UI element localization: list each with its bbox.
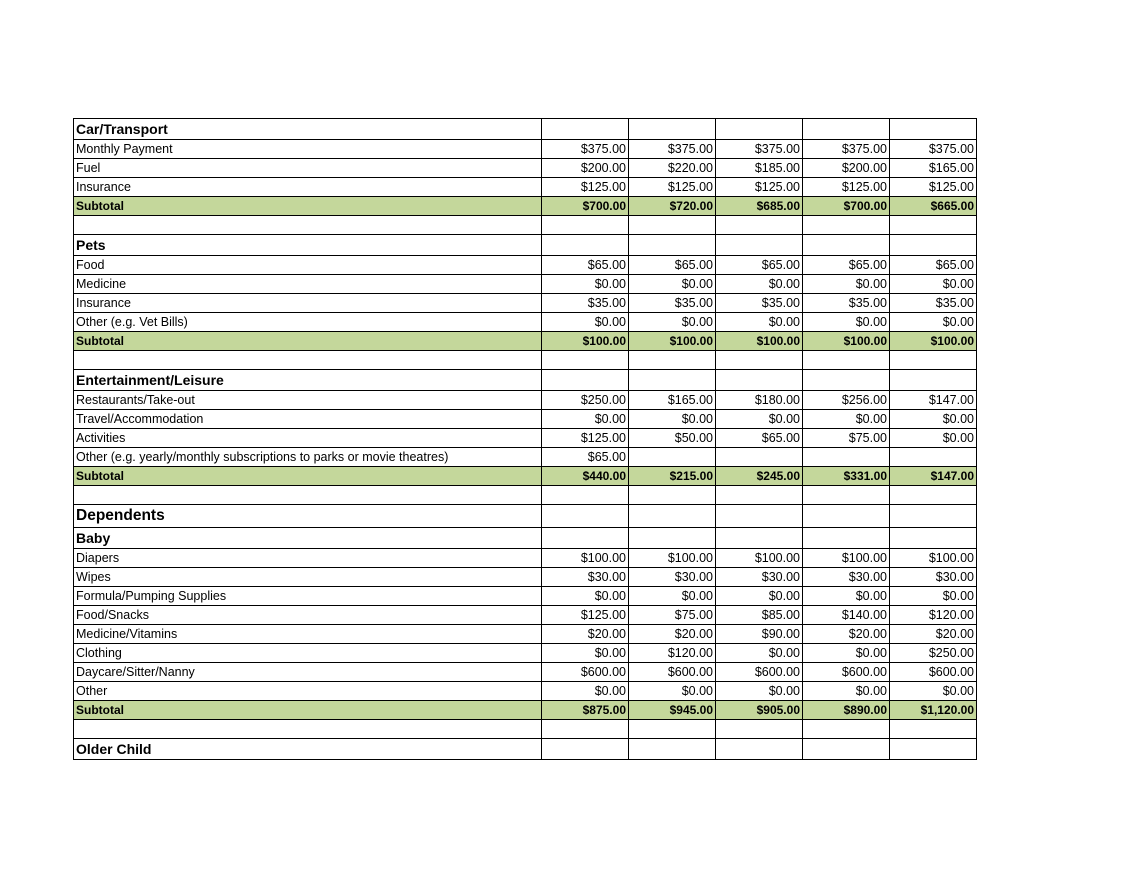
value-cell[interactable]: $0.00 [716,682,803,701]
blank-row [74,351,977,370]
value-cell[interactable]: $0.00 [542,644,629,663]
blank-row [74,720,977,739]
value-cell[interactable]: $30.00 [803,568,890,587]
table-row [74,313,977,332]
subtotal-value-cell[interactable]: $890.00 [803,701,890,720]
value-cell[interactable]: $75.00 [629,606,716,625]
value-cell[interactable]: $200.00 [542,159,629,178]
empty-cell[interactable] [716,370,803,391]
value-cell[interactable]: $125.00 [716,178,803,197]
value-cell[interactable]: $140.00 [803,606,890,625]
table-row [74,178,977,197]
empty-cell[interactable] [803,235,890,256]
value-cell[interactable]: $20.00 [629,625,716,644]
row-label-cell[interactable]: Other (e.g. Vet Bills) [74,313,542,332]
row-label-cell[interactable]: Other [74,682,542,701]
value-cell[interactable]: $125.00 [542,429,629,448]
table-row [74,256,977,275]
table-row [74,140,977,159]
subtotal-row [74,197,977,216]
value-cell[interactable]: $0.00 [716,587,803,606]
value-cell[interactable]: $20.00 [890,625,977,644]
table-row [74,159,977,178]
table-row [74,682,977,701]
table-row [74,410,977,429]
row-label-cell[interactable]: Restaurants/Take-out [74,391,542,410]
section-header [74,119,977,140]
value-cell[interactable]: $0.00 [803,410,890,429]
value-cell[interactable]: $0.00 [890,682,977,701]
value-cell[interactable]: $30.00 [629,568,716,587]
value-cell[interactable]: $0.00 [803,313,890,332]
subtotal-value-cell[interactable]: $1,120.00 [890,701,977,720]
subtotal-value-cell[interactable]: $100.00 [629,332,716,351]
subtotal-label-cell[interactable]: Subtotal [74,701,542,720]
value-cell[interactable]: $35.00 [890,294,977,313]
empty-cell[interactable] [542,235,629,256]
empty-cell[interactable] [542,119,629,140]
section-header-cell[interactable]: Pets [74,235,542,256]
empty-cell[interactable] [890,720,977,739]
value-cell[interactable]: $120.00 [890,606,977,625]
value-cell[interactable]: $100.00 [542,549,629,568]
value-cell[interactable]: $125.00 [629,178,716,197]
subtotal-label-cell[interactable]: Subtotal [74,197,542,216]
empty-cell[interactable] [890,505,977,528]
value-cell[interactable]: $120.00 [629,644,716,663]
empty-cell[interactable] [629,235,716,256]
value-cell[interactable] [716,448,803,467]
baby-header [74,528,977,549]
value-cell[interactable] [803,448,890,467]
subtotal-value-cell[interactable]: $215.00 [629,467,716,486]
value-cell[interactable]: $0.00 [542,682,629,701]
value-cell[interactable]: $0.00 [803,587,890,606]
value-cell[interactable] [890,448,977,467]
empty-cell[interactable] [890,486,977,505]
row-label-cell[interactable]: Insurance [74,294,542,313]
row-label-cell[interactable]: Activities [74,429,542,448]
subtotal-value-cell[interactable]: $700.00 [803,197,890,216]
empty-cell[interactable] [716,739,803,760]
row-label-cell[interactable]: Monthly Payment [74,140,542,159]
value-cell[interactable]: $375.00 [542,140,629,159]
value-cell[interactable]: $65.00 [629,256,716,275]
value-cell[interactable]: $125.00 [542,606,629,625]
empty-cell[interactable] [716,216,803,235]
section-header-cell[interactable]: Dependents [74,505,542,528]
row-label-cell[interactable]: Travel/Accommodation [74,410,542,429]
empty-cell[interactable] [629,119,716,140]
value-cell[interactable]: $90.00 [716,625,803,644]
empty-cell[interactable] [74,351,542,370]
value-cell[interactable]: $250.00 [890,644,977,663]
value-cell[interactable]: $65.00 [716,429,803,448]
value-cell[interactable]: $30.00 [716,568,803,587]
value-cell[interactable]: $35.00 [542,294,629,313]
empty-cell[interactable] [542,505,629,528]
table-row [74,294,977,313]
subtotal-value-cell[interactable]: $875.00 [542,701,629,720]
subtotal-row [74,467,977,486]
empty-cell[interactable] [629,370,716,391]
value-cell[interactable]: $125.00 [542,178,629,197]
empty-cell[interactable] [74,720,542,739]
empty-cell[interactable] [629,216,716,235]
value-cell[interactable]: $30.00 [890,568,977,587]
row-label-cell[interactable]: Wipes [74,568,542,587]
subtotal-value-cell[interactable]: $100.00 [716,332,803,351]
empty-cell[interactable] [803,486,890,505]
empty-cell[interactable] [629,739,716,760]
value-cell[interactable]: $85.00 [716,606,803,625]
row-label-cell[interactable]: Insurance [74,178,542,197]
table-row [74,448,977,467]
value-cell[interactable]: $165.00 [890,159,977,178]
value-cell[interactable]: $256.00 [803,391,890,410]
value-cell[interactable]: $0.00 [542,313,629,332]
subtotal-row [74,701,977,720]
value-cell[interactable]: $0.00 [890,429,977,448]
value-cell[interactable]: $35.00 [716,294,803,313]
empty-cell[interactable] [716,486,803,505]
value-cell[interactable]: $50.00 [629,429,716,448]
subtotal-value-cell[interactable]: $147.00 [890,467,977,486]
subtotal-row [74,332,977,351]
value-cell[interactable]: $35.00 [803,294,890,313]
subtotal-value-cell[interactable]: $100.00 [803,332,890,351]
value-cell[interactable]: $600.00 [890,663,977,682]
subtotal-value-cell[interactable]: $100.00 [890,332,977,351]
value-cell[interactable]: $100.00 [803,549,890,568]
value-cell[interactable]: $250.00 [542,391,629,410]
table-row [74,606,977,625]
value-cell[interactable]: $375.00 [803,140,890,159]
value-cell[interactable]: $0.00 [890,587,977,606]
subtotal-value-cell[interactable]: $665.00 [890,197,977,216]
value-cell[interactable]: $375.00 [890,140,977,159]
value-cell[interactable]: $180.00 [716,391,803,410]
row-label-cell[interactable]: Fuel [74,159,542,178]
sheet-body [74,119,977,760]
row-label-cell[interactable]: Food/Snacks [74,606,542,625]
value-cell[interactable]: $220.00 [629,159,716,178]
empty-cell[interactable] [890,351,977,370]
subtotal-value-cell[interactable]: $905.00 [716,701,803,720]
value-cell[interactable]: $375.00 [716,140,803,159]
value-cell[interactable]: $0.00 [803,682,890,701]
value-cell[interactable] [629,448,716,467]
empty-cell[interactable] [629,505,716,528]
value-cell[interactable]: $30.00 [542,568,629,587]
table-row [74,644,977,663]
value-cell[interactable]: $0.00 [629,682,716,701]
table-row [74,549,977,568]
empty-cell[interactable] [629,351,716,370]
value-cell[interactable]: $0.00 [629,275,716,294]
empty-cell[interactable] [803,351,890,370]
row-label-cell[interactable]: Daycare/Sitter/Nanny [74,663,542,682]
value-cell[interactable]: $65.00 [542,448,629,467]
empty-cell[interactable] [716,351,803,370]
value-cell[interactable]: $600.00 [542,663,629,682]
section-header-cell[interactable]: Entertainment/Leisure [74,370,542,391]
empty-cell[interactable] [542,216,629,235]
value-cell[interactable]: $0.00 [716,410,803,429]
value-cell[interactable]: $0.00 [716,644,803,663]
value-cell[interactable]: $65.00 [890,256,977,275]
blank-row [74,486,977,505]
empty-cell[interactable] [716,235,803,256]
subtotal-value-cell[interactable]: $440.00 [542,467,629,486]
value-cell[interactable]: $65.00 [542,256,629,275]
subtotal-value-cell[interactable]: $685.00 [716,197,803,216]
value-cell[interactable]: $65.00 [716,256,803,275]
value-cell[interactable]: $185.00 [716,159,803,178]
value-cell[interactable]: $35.00 [629,294,716,313]
empty-cell[interactable] [74,486,542,505]
value-cell[interactable]: $100.00 [890,549,977,568]
row-label-cell[interactable]: Clothing [74,644,542,663]
value-cell[interactable]: $0.00 [542,587,629,606]
value-cell[interactable]: $125.00 [803,178,890,197]
empty-cell[interactable] [890,216,977,235]
value-cell[interactable]: $20.00 [803,625,890,644]
subtotal-label-cell[interactable]: Subtotal [74,332,542,351]
subtotal-label-cell[interactable]: Subtotal [74,467,542,486]
subtotal-value-cell[interactable]: $720.00 [629,197,716,216]
value-cell[interactable]: $0.00 [629,410,716,429]
empty-cell[interactable] [803,370,890,391]
empty-cell[interactable] [542,351,629,370]
value-cell[interactable]: $0.00 [629,313,716,332]
table-row [74,275,977,294]
empty-cell[interactable] [716,119,803,140]
subtotal-value-cell[interactable]: $700.00 [542,197,629,216]
empty-cell[interactable] [74,216,542,235]
value-cell[interactable]: $0.00 [890,313,977,332]
table-row [74,429,977,448]
value-cell[interactable]: $100.00 [716,549,803,568]
empty-cell[interactable] [629,528,716,549]
section-header-cell[interactable]: Baby [74,528,542,549]
empty-cell[interactable] [890,235,977,256]
value-cell[interactable]: $75.00 [803,429,890,448]
empty-cell[interactable] [716,720,803,739]
section-header-cell[interactable]: Older Child [74,739,542,760]
row-label-cell[interactable]: Formula/Pumping Supplies [74,587,542,606]
subtotal-value-cell[interactable]: $331.00 [803,467,890,486]
value-cell[interactable]: $165.00 [629,391,716,410]
older-child-header [74,739,977,760]
value-cell[interactable]: $0.00 [803,644,890,663]
empty-cell[interactable] [629,486,716,505]
value-cell[interactable]: $0.00 [716,275,803,294]
empty-cell[interactable] [542,486,629,505]
value-cell[interactable]: $375.00 [629,140,716,159]
subtotal-value-cell[interactable]: $245.00 [716,467,803,486]
table-row [74,587,977,606]
value-cell[interactable]: $600.00 [716,663,803,682]
empty-cell[interactable] [890,528,977,549]
section-header [74,370,977,391]
row-label-cell[interactable]: Medicine/Vitamins [74,625,542,644]
blank-row [74,216,977,235]
budget-sheet [73,118,977,760]
value-cell[interactable]: $0.00 [803,275,890,294]
row-label-cell[interactable]: Diapers [74,549,542,568]
table-row [74,625,977,644]
value-cell[interactable]: $0.00 [716,313,803,332]
empty-cell[interactable] [803,119,890,140]
empty-cell[interactable] [803,739,890,760]
empty-cell[interactable] [629,720,716,739]
empty-cell[interactable] [803,528,890,549]
value-cell[interactable]: $100.00 [629,549,716,568]
value-cell[interactable]: $65.00 [803,256,890,275]
row-label-cell[interactable]: Food [74,256,542,275]
table-row [74,391,977,410]
value-cell[interactable]: $125.00 [890,178,977,197]
section-header [74,235,977,256]
row-label-cell[interactable]: Medicine [74,275,542,294]
section-header-cell[interactable]: Car/Transport [74,119,542,140]
empty-cell[interactable] [890,370,977,391]
subtotal-value-cell[interactable]: $945.00 [629,701,716,720]
value-cell[interactable]: $20.00 [542,625,629,644]
row-label-cell[interactable]: Other (e.g. yearly/monthly subscriptions to parks or movie theatres) [74,448,542,467]
empty-cell[interactable] [716,505,803,528]
empty-cell[interactable] [803,505,890,528]
empty-cell[interactable] [803,216,890,235]
empty-cell[interactable] [890,739,977,760]
empty-cell[interactable] [890,119,977,140]
empty-cell[interactable] [542,370,629,391]
table-row [74,568,977,587]
table-row [74,663,977,682]
subtotal-value-cell[interactable]: $100.00 [542,332,629,351]
empty-cell[interactable] [716,528,803,549]
value-cell[interactable]: $0.00 [890,275,977,294]
value-cell[interactable]: $0.00 [890,410,977,429]
value-cell[interactable]: $200.00 [803,159,890,178]
dependents-header [74,505,977,528]
value-cell[interactable]: $0.00 [542,275,629,294]
empty-cell[interactable] [542,720,629,739]
value-cell[interactable]: $0.00 [542,410,629,429]
value-cell[interactable]: $147.00 [890,391,977,410]
value-cell[interactable]: $0.00 [629,587,716,606]
empty-cell[interactable] [542,528,629,549]
value-cell[interactable]: $600.00 [629,663,716,682]
empty-cell[interactable] [542,739,629,760]
value-cell[interactable]: $600.00 [803,663,890,682]
empty-cell[interactable] [803,720,890,739]
